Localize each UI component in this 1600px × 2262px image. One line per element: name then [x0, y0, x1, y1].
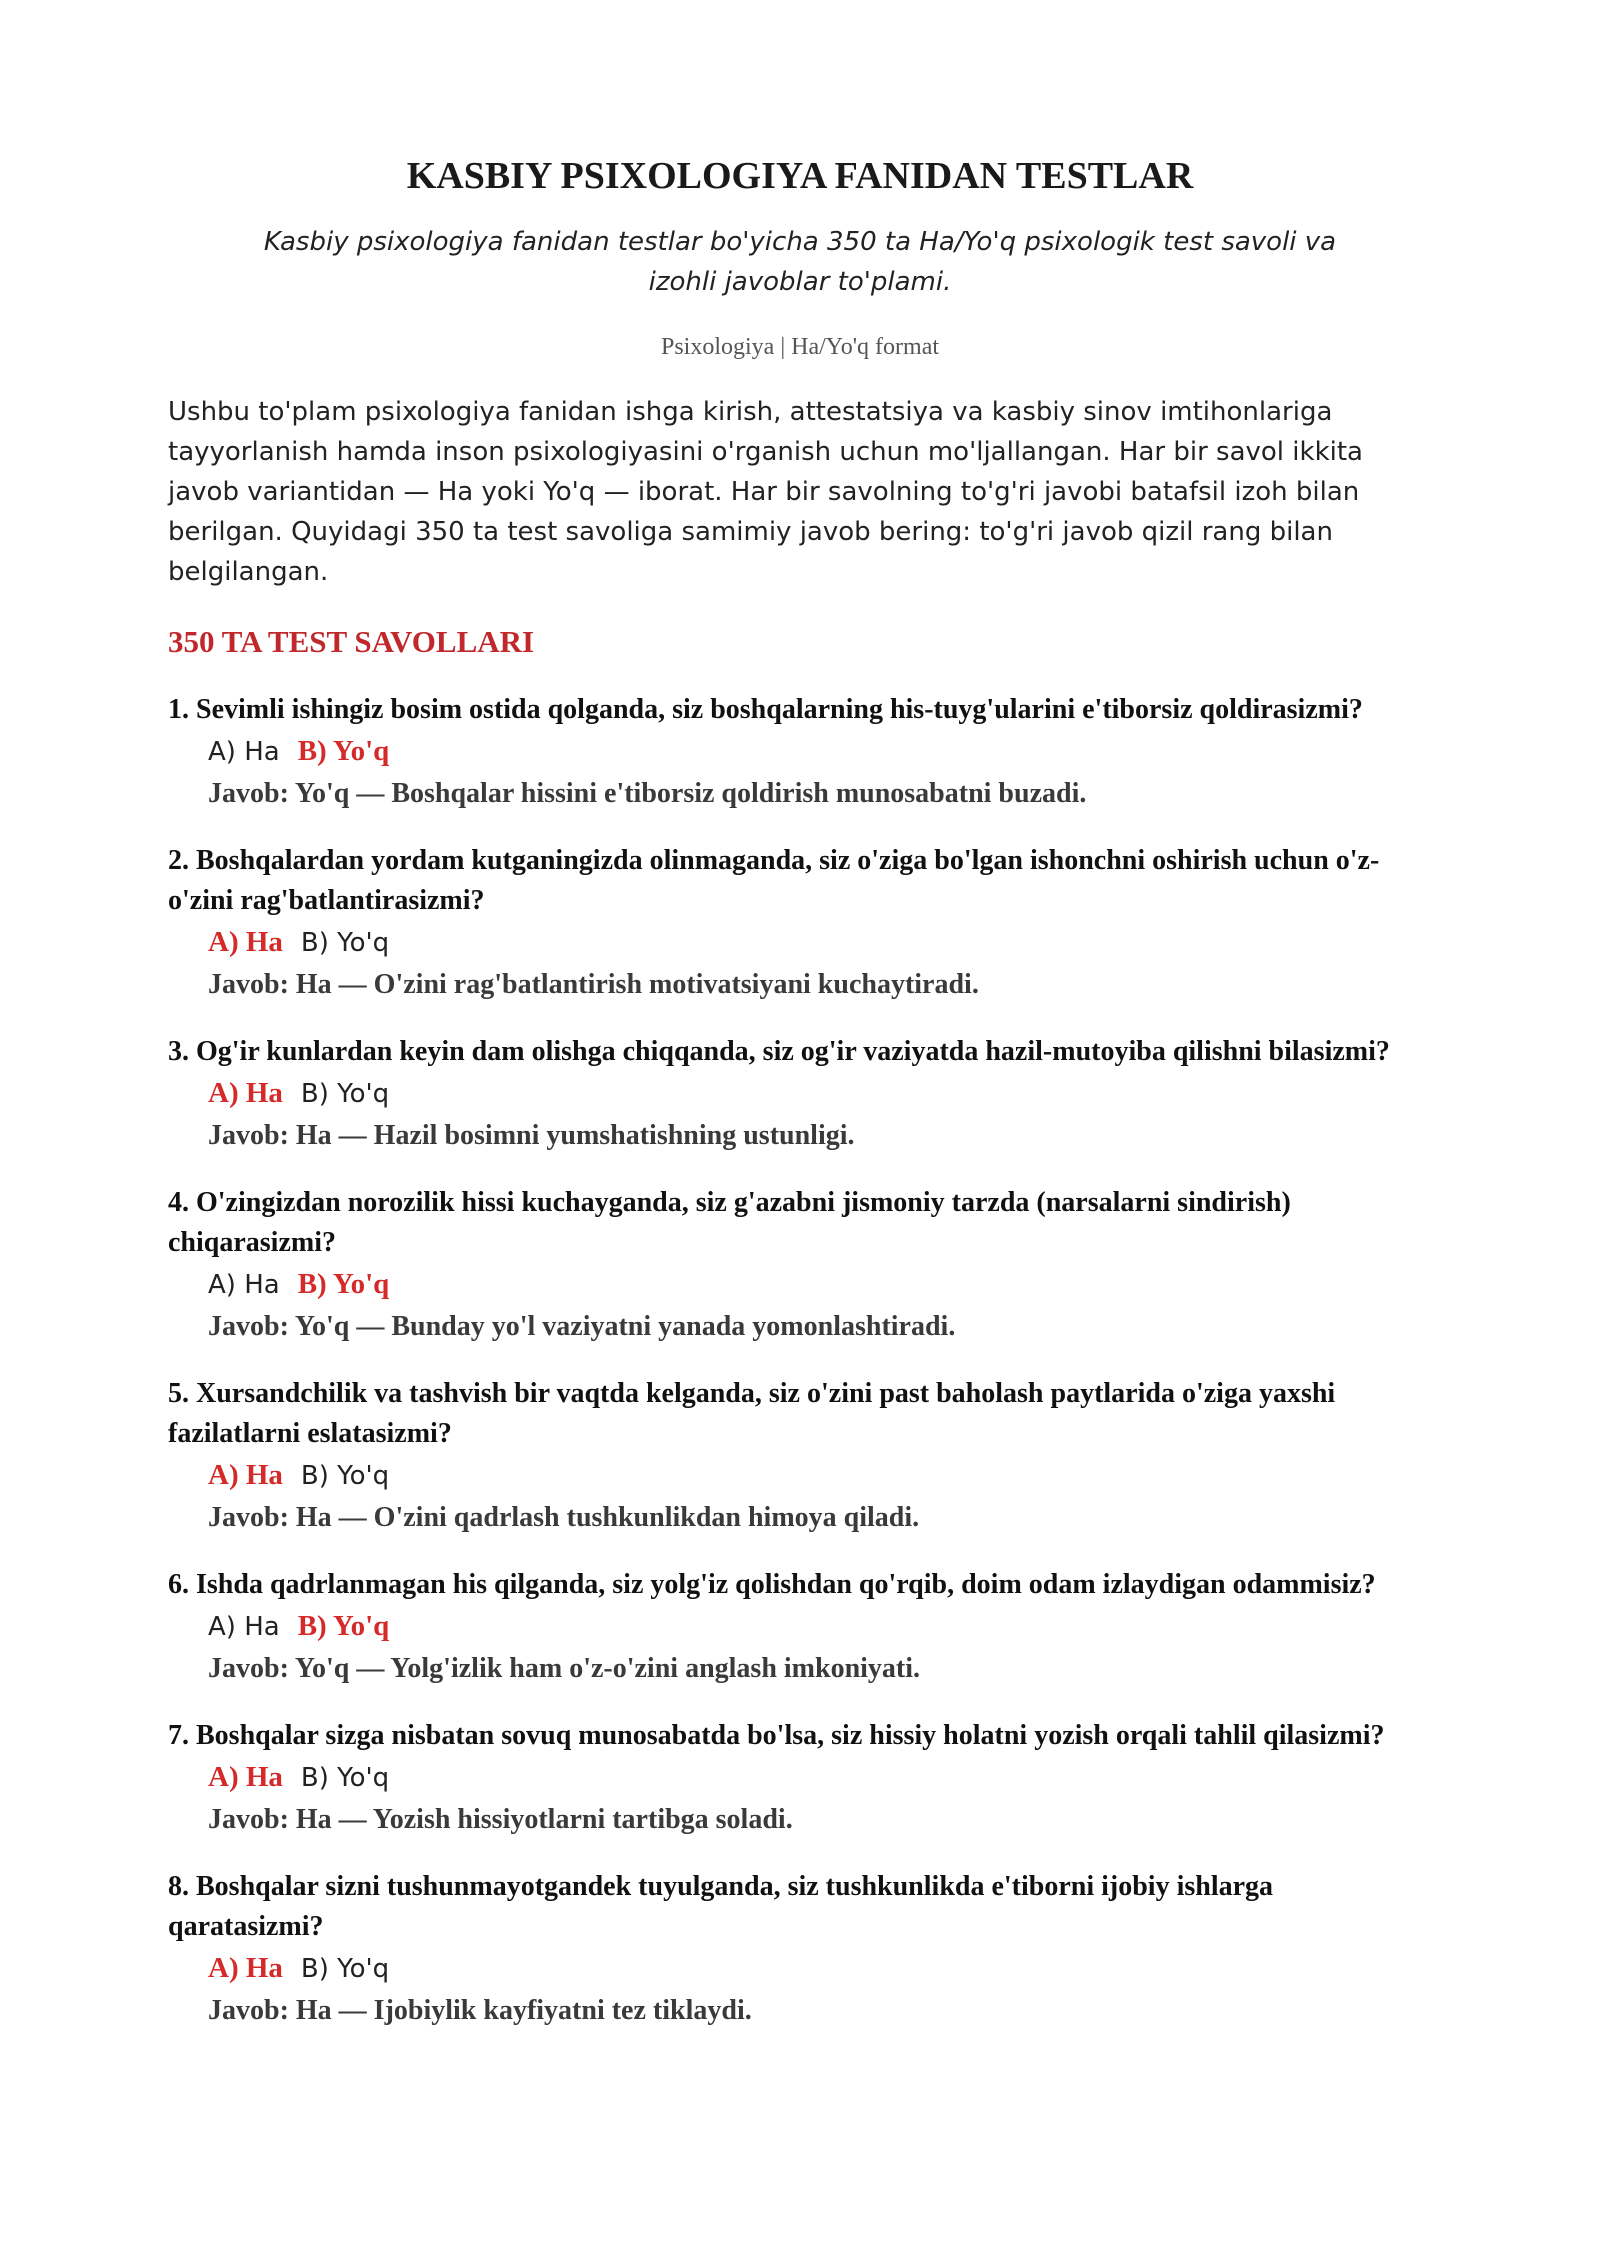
- option-a: A) Ha: [208, 1077, 283, 1109]
- answer-explanation: Javob: Ha — O'zini rag'batlantirish motivatsiyani kuchaytiradi.: [208, 969, 979, 1000]
- option-a: A) Ha: [208, 1952, 283, 1984]
- question-list: [168, 690, 1432, 2032]
- answer-options: [168, 1605, 1432, 1648]
- answer-explanation: Javob: Yo'q — Bunday yo'l vaziyatni yanada yomonlashtiradi.: [208, 1311, 956, 1342]
- answer-explanation: Javob: Yo'q — Yolg'izlik ham o'z-o'zini anglash imkoniyati.: [208, 1653, 921, 1684]
- section-heading: 350 TA TEST SAVOLLARI: [168, 624, 535, 659]
- option-b: B) Yo'q: [300, 928, 390, 958]
- answer-options: [168, 1947, 1432, 1990]
- question-item: [168, 1374, 1432, 1539]
- document-title: KASBIY PSIXOLOGIYA FANIDAN TESTLAR: [406, 155, 1194, 197]
- answer-options: [168, 730, 1432, 773]
- question-text: 2. Boshqalardan yordam kutganingizda olinmaganda, siz o'ziga bo'lgan ishonchni oshirish uchun o'z-o'zini rag'batlantirasizmi?: [168, 845, 1380, 916]
- intro-paragraph: Ushbu to'plam psixologiya fanidan ishga kirish, attestatsiya va kasbiy sinov imtihonlariga tayyorlanish hamda inson psixologiyasini o'rganish uchun mo'ljallangan. Har bir savol ikkita javob variantidan — Ha yoki Yo'q — iborat. Har bir savolning to'g'ri javobi batafsil izoh bilan berilgan. Quyidagi 350 ta test savoliga samimiy javob bering: to'g'ri javob qizil rang bilan belgilangan.: [168, 397, 1363, 587]
- option-b: B) Yo'q: [297, 1268, 390, 1300]
- document-subtitle: Kasbiy psixologiya fanidan testlar bo'yicha 350 ta Ha/Yo'q psixologik test savoli va izohli javoblar to'plami.: [263, 227, 1337, 297]
- option-b: B) Yo'q: [297, 735, 390, 767]
- question-item: [168, 1867, 1432, 2032]
- document-page: [168, 150, 1432, 2032]
- option-b: B) Yo'q: [297, 1610, 390, 1642]
- question-text: 8. Boshqalar sizni tushunmayotgandek tuyulganda, siz tushkunlikda e'tiborni ijobiy ishlarga qaratasizmi?: [168, 1871, 1274, 1942]
- answer-explanation: Javob: Ha — O'zini qadrlash tushkunlikdan himoya qiladi.: [208, 1502, 920, 1533]
- option-a: A) Ha: [208, 1270, 280, 1300]
- question-item: [168, 690, 1432, 815]
- option-b: B) Yo'q: [300, 1461, 390, 1491]
- option-a: A) Ha: [208, 1459, 283, 1491]
- answer-explanation: Javob: Ha — Hazil bosimni yumshatishning ustunligi.: [208, 1120, 855, 1151]
- option-a: A) Ha: [208, 1761, 283, 1793]
- question-item: [168, 1716, 1432, 1841]
- option-b: B) Yo'q: [300, 1954, 390, 1984]
- answer-explanation: Javob: Ha — Yozish hissiyotlarni tartibga soladi.: [208, 1804, 793, 1835]
- option-b: B) Yo'q: [300, 1079, 390, 1109]
- question-text: 1. Sevimli ishingiz bosim ostida qolganda, siz boshqalarning his-tuyg'ularini e'tiborsiz qoldirasizmi?: [168, 694, 1363, 725]
- question-item: [168, 1032, 1432, 1157]
- question-text: 4. O'zingizdan norozilik hissi kuchayganda, siz g'azabni jismoniy tarzda (narsalarni sindirish) chiqarasizmi?: [168, 1187, 1291, 1258]
- answer-options: [168, 1072, 1432, 1115]
- question-text: 7. Boshqalar sizga nisbatan sovuq munosabatda bo'lsa, siz hissiy holatni yozish orqali tahlil qilasizmi?: [168, 1720, 1385, 1751]
- question-item: [168, 1565, 1432, 1690]
- answer-explanation: Javob: Yo'q — Boshqalar hissini e'tiborsiz qoldirish munosabatni buzadi.: [208, 778, 1087, 809]
- question-text: 3. Og'ir kunlardan keyin dam olishga chiqqanda, siz og'ir vaziyatda hazil-mutoyiba qilishni bilasizmi?: [168, 1036, 1390, 1067]
- answer-options: [168, 921, 1432, 964]
- option-b: B) Yo'q: [300, 1763, 390, 1793]
- question-item: [168, 1183, 1432, 1348]
- answer-options: [168, 1263, 1432, 1306]
- question-text: 6. Ishda qadrlanmagan his qilganda, siz yolg'iz qolishdan qo'rqib, doim odam izlaydigan odammisiz?: [168, 1569, 1376, 1600]
- answer-explanation: Javob: Ha — Ijobiylik kayfiyatni tez tiklaydi.: [208, 1995, 752, 2026]
- question-item: [168, 841, 1432, 1006]
- answer-options: [168, 1756, 1432, 1799]
- option-a: A) Ha: [208, 737, 280, 767]
- option-a: A) Ha: [208, 926, 283, 958]
- document-meta: Psixologiya | Ha/Yo'q format: [660, 334, 940, 360]
- answer-options: [168, 1454, 1432, 1497]
- question-text: 5. Xursandchilik va tashvish bir vaqtda kelganda, siz o'zini past baholash paytlarida o'ziga yaxshi fazilatlarni eslatasizmi?: [168, 1378, 1336, 1449]
- option-a: A) Ha: [208, 1612, 280, 1642]
